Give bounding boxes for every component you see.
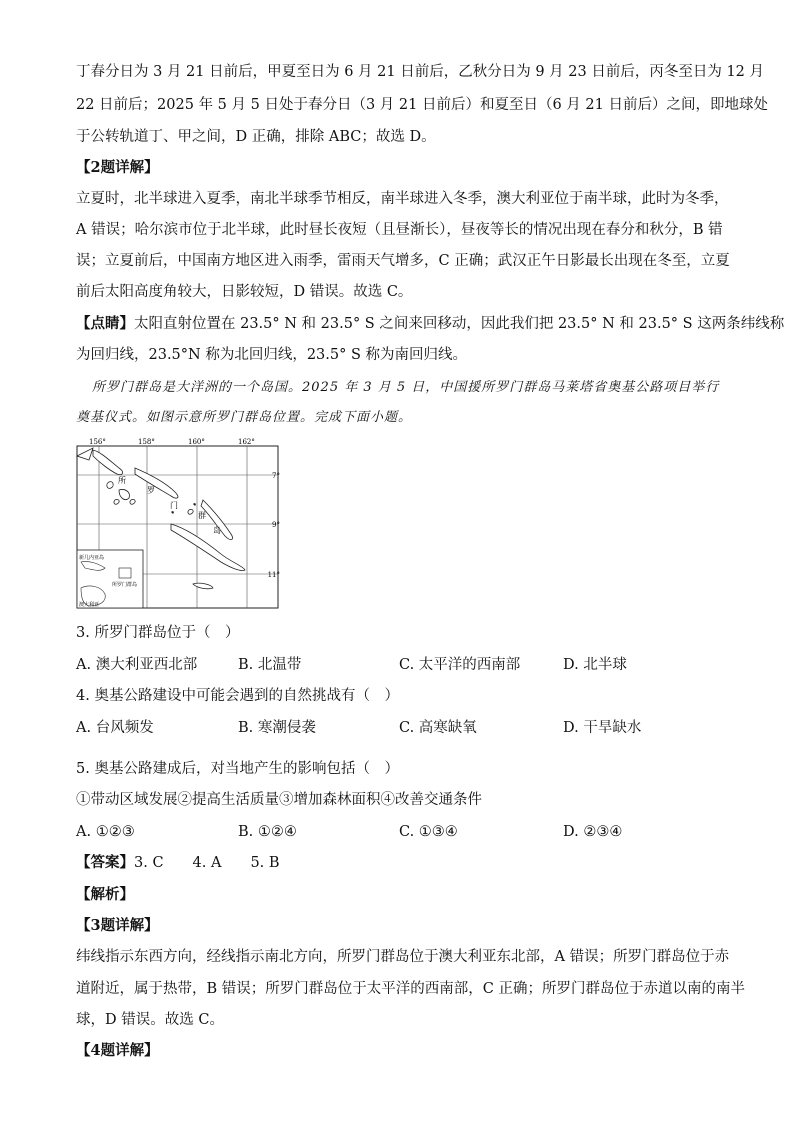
q5-option-d[interactable]: D. ②③④ [563, 824, 623, 840]
label-suo: 所 [118, 476, 126, 485]
q2-line-2: A 错误；哈尔滨市位于北半球，此时昼长夜短（且昼渐长），昼夜等长的情况出现在春分和秋分，B 错 [76, 222, 723, 238]
lon-label-160: 160° [188, 438, 205, 446]
label-luo: 罗 [147, 486, 155, 495]
passage-line-1: 所罗门群岛是大洋洲的一个岛国。2025 年 3 月 5 日，中国援所罗门群岛马莱塔省奥基公路项目举行 [92, 380, 720, 395]
q5-items: ①带动区域发展②提高生活质量③增加森林面积④改善交通条件 [76, 792, 482, 808]
intro-line-1: 丁春分日为 3 月 21 日前后，甲夏至日为 6 月 21 日前后，乙秋分日为 9 月 23 日前后，丙冬至日为 12 月 [76, 64, 765, 80]
island-new-georgia [119, 489, 129, 499]
label-qun: 群 [198, 511, 206, 520]
q4-option-b[interactable]: B. 寒潮侵袭 [238, 720, 316, 736]
q5-option-b[interactable]: B. ①②④ [238, 824, 297, 840]
inset-label-australia: 澳大利亚 [79, 602, 100, 608]
q3-option-d[interactable]: D. 北半球 [563, 657, 627, 673]
q5-stem: 5. 奥基公路建成后，对当地产生的影响包括（ ） [76, 761, 399, 777]
island-bougainville-tip [77, 448, 93, 460]
tip-label: 【点睛】 [76, 315, 134, 332]
answer-label: 【答案】 [76, 854, 134, 871]
inset-label-solomon: 所罗门群岛 [112, 582, 138, 588]
island-small-2 [114, 499, 119, 504]
intro-line-2: 22 日前后；2025 年 5 月 5 日处于春分日（3 月 21 日前后）和夏至日（6 月 21 日前后）之间，即地球处 [76, 97, 768, 113]
solomon-islands-map [75, 438, 285, 613]
tip-text: 太阳直射位置在 23.5° N 和 23.5° S 之间来回移动，因此我们把 23.5° N 和 23.5° S 这两条纬线称 [134, 316, 785, 332]
island-guadalcanal [171, 524, 245, 571]
answer-line [76, 853, 280, 873]
q3-option-c[interactable]: C. 太平洋的西南部 [399, 657, 521, 673]
label-dao: 岛 [213, 526, 221, 535]
lon-label-156: 156° [89, 438, 106, 446]
passage-line-2: 奠基仪式。如图示意所罗门群岛位置。完成下面小题。 [76, 410, 413, 425]
island-vella-lavella [107, 482, 113, 489]
label-men: 门 [170, 501, 178, 510]
lat-label-7: 7° [272, 472, 280, 480]
q3-detail-line-2: 道附近，属于热带，B 错误；所罗门群岛位于太平洋的西南部，C 正确；所罗门群岛位于赤道以南的南半 [76, 981, 745, 997]
analysis-label: 【解析】 [76, 886, 134, 903]
q2-line-3: 误；立夏前后，中国南方地区进入雨季，雷雨天气增多，C 正确；武汉正午日影最长出现在冬至，立夏 [76, 253, 730, 269]
lon-label-158: 158° [138, 438, 155, 446]
lat-label-9: 9° [272, 521, 280, 529]
q3-detail-line-1: 纬线指示东西方向，经线指示南北方向，所罗门群岛位于澳大利亚东北部，A 错误；所罗门群岛位于赤 [76, 949, 730, 965]
q4-option-d[interactable]: D. 干旱缺水 [563, 720, 642, 736]
q2-line-1: 立夏时，北半球进入夏季，南北半球季节相反，南半球进入冬季，澳大利亚位于南半球，此时为冬季， [76, 191, 729, 207]
q4-stem: 4. 奥基公路建设中可能会遇到的自然挑战有（ ） [76, 688, 399, 704]
island-rennell [193, 583, 213, 589]
map-svg [75, 438, 285, 613]
intro-line-3: 于公转轨道丁、甲之间，D 正确，排除 ABC；故选 D。 [76, 129, 436, 145]
lat-label-11: 11° [267, 571, 280, 579]
q4-option-c[interactable]: C. 高寒缺氧 [399, 720, 477, 736]
q4-option-a[interactable]: A. 台风频发 [76, 720, 154, 736]
answer-text: 3. C 4. A 5. B [134, 855, 280, 871]
q3-detail-line-3: 球，D 错误。故选 C。 [76, 1012, 224, 1028]
q2-heading: 【2题详解】 [76, 159, 159, 176]
q2-line-4: 前后太阳高度角较大，日影较短，D 错误。故选 C。 [76, 284, 413, 300]
island-choiseul [93, 450, 123, 475]
q5-option-c[interactable]: C. ①③④ [399, 824, 458, 840]
lon-label-162: 162° [238, 438, 255, 446]
q5-option-a[interactable]: A. ①②③ [76, 824, 135, 840]
tip-line-2: 为回归线，23.5°N 称为北回归线，23.5° S 称为南回归线。 [76, 347, 468, 363]
island-dot-1 [171, 511, 174, 514]
q4-detail-heading: 【4题详解】 [76, 1042, 159, 1059]
island-small-1 [130, 499, 135, 504]
inset-label-new-guinea: 新几内亚岛 [79, 555, 105, 561]
q3-detail-heading: 【3题详解】 [76, 917, 159, 934]
q3-option-a[interactable]: A. 澳大利亚西北部 [76, 657, 198, 673]
island-dot-2 [193, 503, 196, 506]
island-santa-isabel [135, 468, 178, 498]
q3-stem: 3. 所罗门群岛位于（ ） [76, 625, 240, 641]
q3-option-b[interactable]: B. 北温带 [238, 657, 302, 673]
island-florida [188, 509, 193, 514]
tip-line-1 [76, 314, 784, 334]
